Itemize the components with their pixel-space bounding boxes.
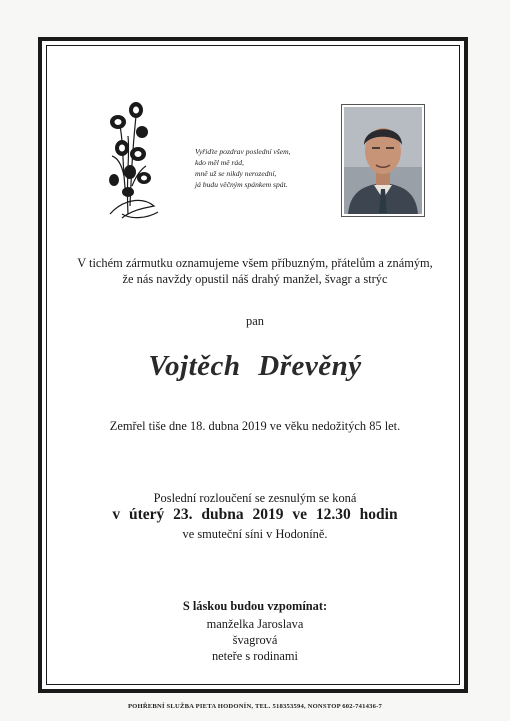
poem-line: já budu věčným spánkem spát. xyxy=(195,180,288,189)
poem-line: kdo měl mě rád, xyxy=(195,158,244,167)
funeral-service-footer: POHŘEBNÍ SLUŽBA PIETA HODONÍN, TEL. 518353594, NONSTOP 602-741436-7 xyxy=(127,703,383,710)
death-notice: Zemřel tiše dne 18. dubna 2019 ve věku nedožitých 85 let. xyxy=(109,419,401,433)
rose-bouquet-icon xyxy=(92,96,164,224)
poem xyxy=(195,146,335,190)
funeral-intro: Poslední rozloučení se zesnulým se koná xyxy=(153,491,357,505)
intro-text xyxy=(0,255,510,287)
funeral-date-time: v úterý 23. dubna 2019 ve 12.30 hodin xyxy=(112,506,398,523)
funeral-place: ve smuteční síni v Hodoníně. xyxy=(182,527,328,541)
intro-line: že nás navždy opustil náš drahý manžel, švagr a strýc xyxy=(122,272,388,286)
signature-list xyxy=(0,616,510,664)
deceased-name: Vojtěch Dřevěný xyxy=(148,350,362,382)
mourner-name: neteře s rodinami xyxy=(211,649,298,663)
portrait-photo xyxy=(341,104,425,217)
salutation: pan xyxy=(246,314,264,328)
poem-line: mně už se nikdy nerozední, xyxy=(195,169,277,178)
mourner-name: manželka Jaroslava xyxy=(206,617,304,631)
intro-line: V tichém zármutku oznamujeme všem příbuzným, přátelům a známým, xyxy=(77,256,433,270)
portrait-image xyxy=(344,107,422,214)
mourner-name: švagrová xyxy=(232,633,278,647)
signature-title: S láskou budou vzpomínat: xyxy=(182,599,328,613)
poem-line: Vyřiďte pozdrav poslední všem, xyxy=(195,147,291,156)
